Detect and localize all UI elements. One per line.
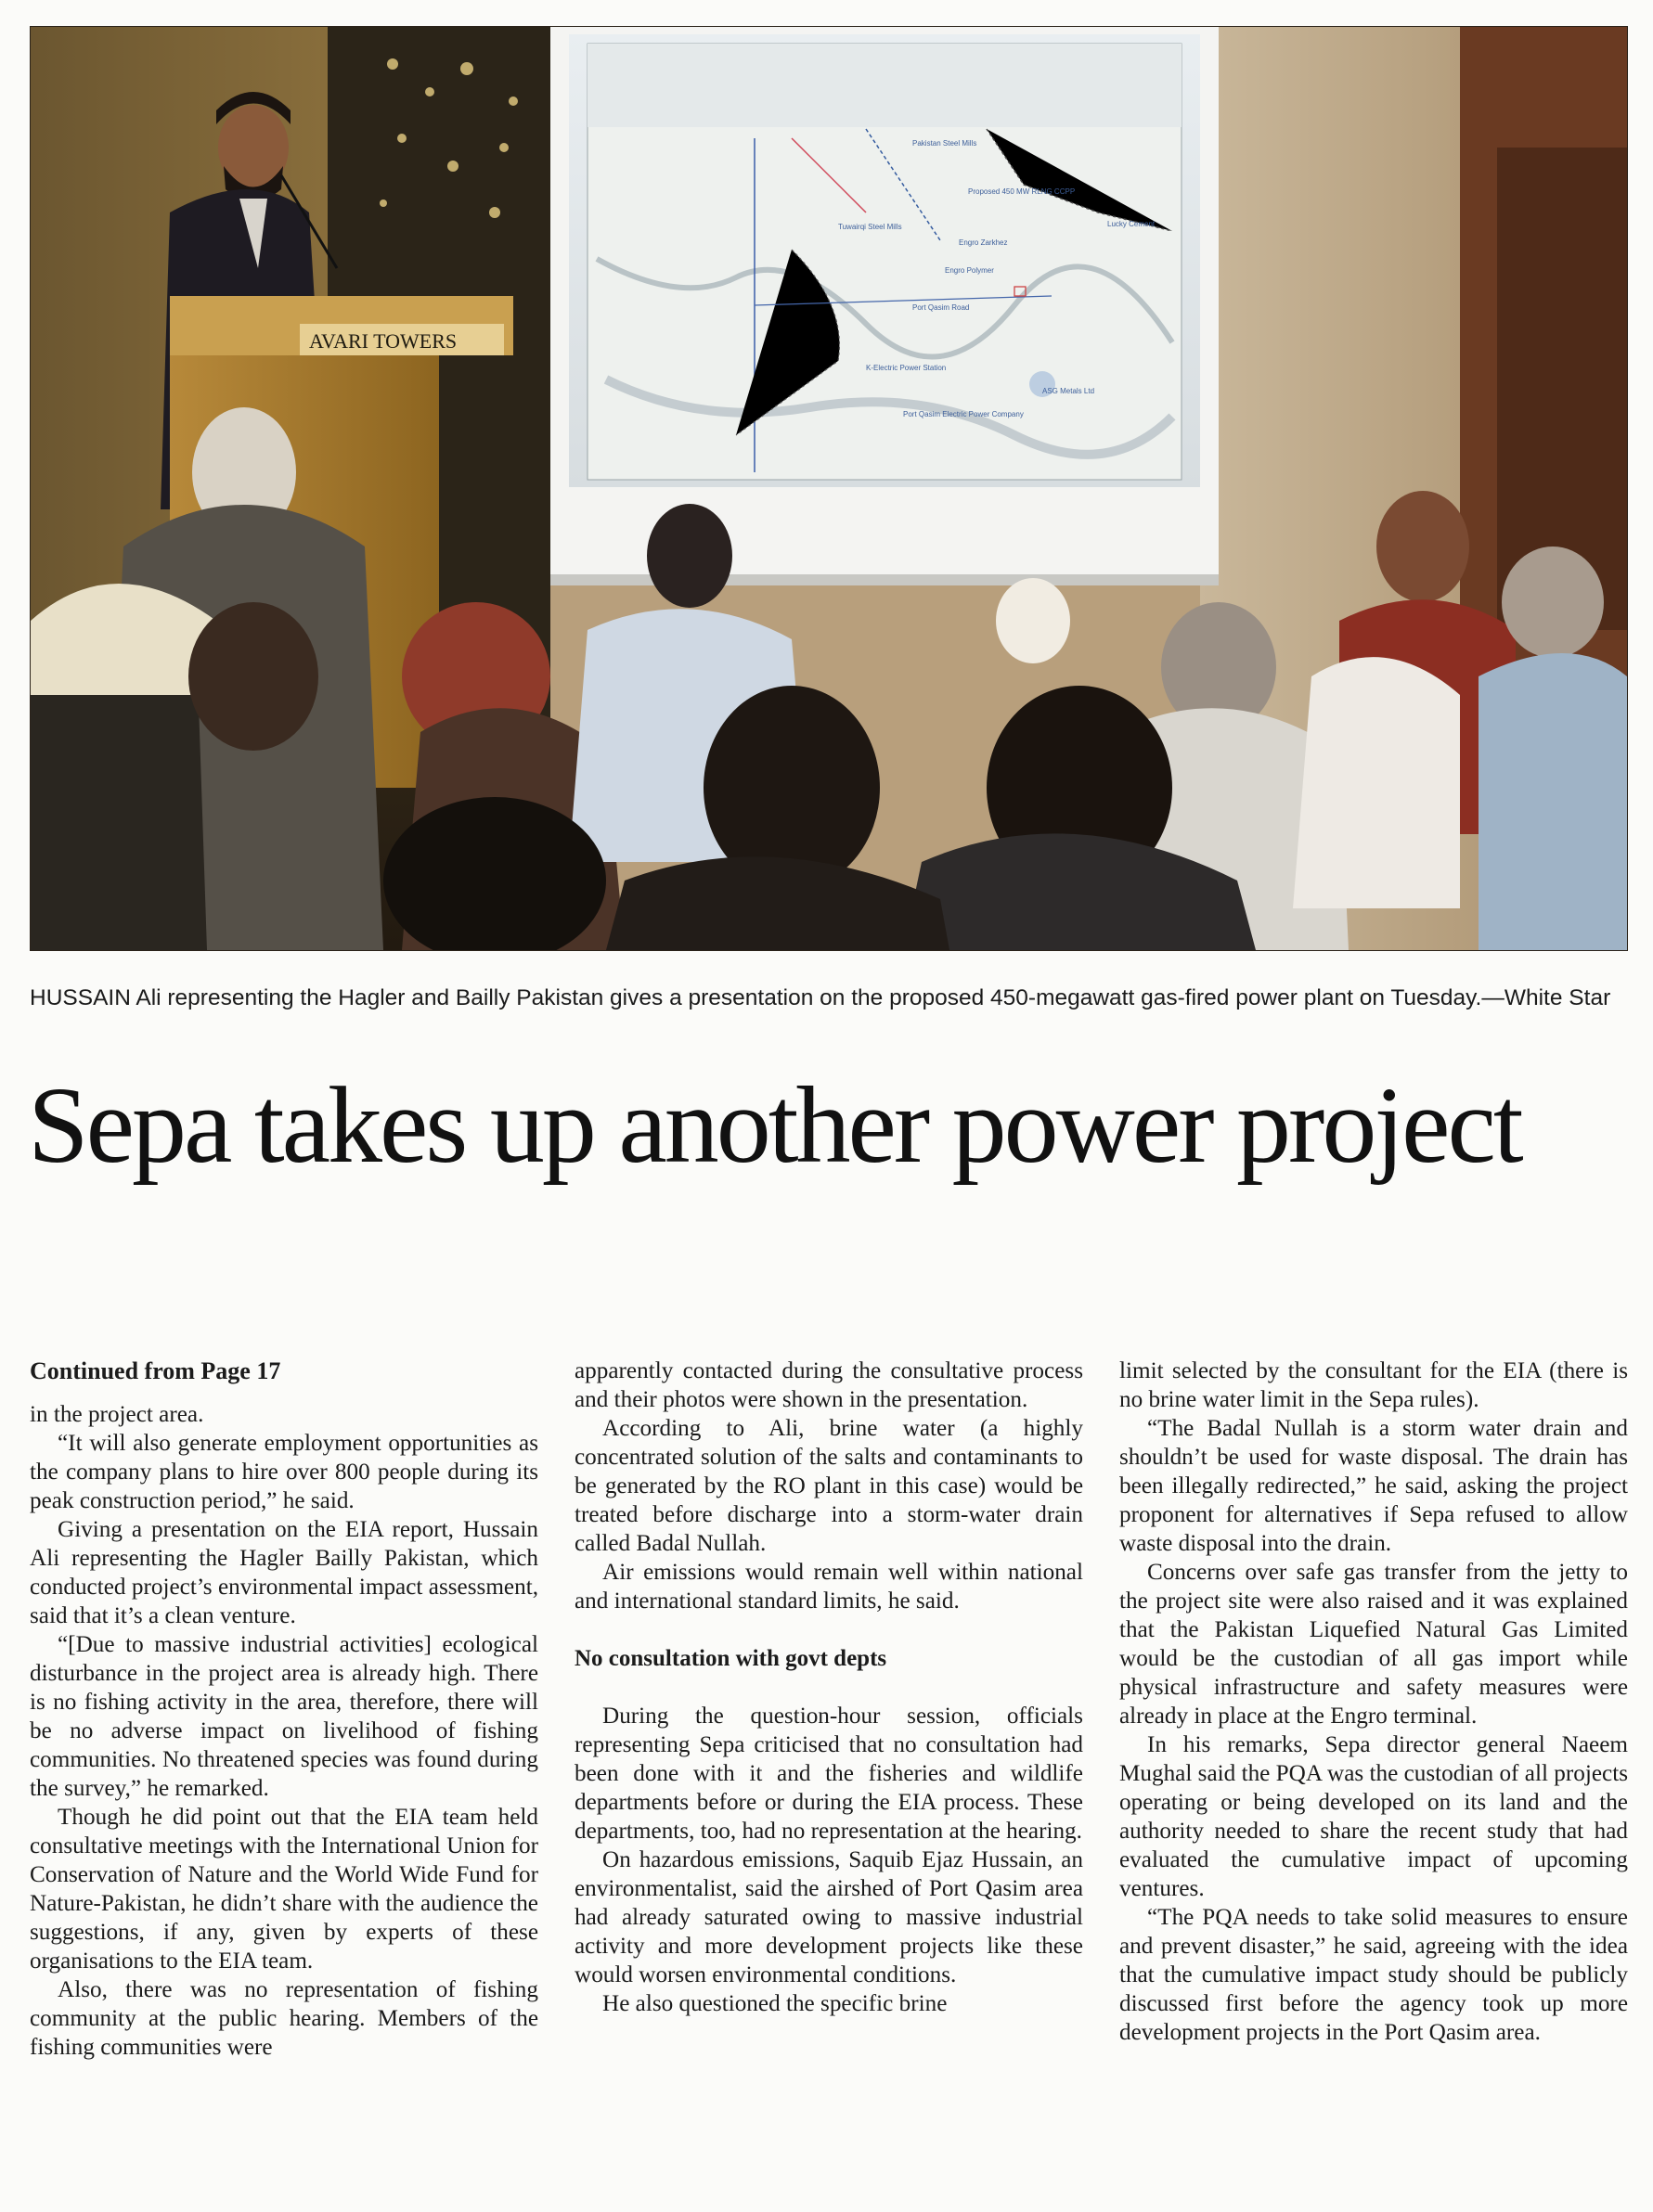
podium-sign: AVARI TOWERS xyxy=(309,329,458,353)
paragraph: “It will also generate employment opportunities as the company plans to hire over 800 people during its peak construction period,” he said. xyxy=(30,1431,538,1513)
paragraph: “[Due to massive industrial activities] ecological disturbance in the project area is already high. There is no fishing activity in the area, therefore, there will be no adverse impact on livelihood of fishing communities. No threatened species was found during the survey,” he remarked. xyxy=(30,1632,538,1801)
paragraph: “The Badal Nullah is a storm water drain and shouldn’t be used for waste disposal. The drain has been illegally redirected,” he said, asking the project proponent for alternatives if Sepa refused to allow waste disposal into the drain. xyxy=(1119,1416,1628,1556)
article-column-3 xyxy=(1119,1357,1628,2047)
map-label: Engro Zarkhez xyxy=(959,238,1008,247)
paragraph: According to Ali, brine water (a highly concentrated solution of the salts and contaminants to be generated by the RO plant in this case) would be treated before discharge into a storm-water drain called Badal Nullah. xyxy=(575,1416,1083,1556)
map-label: Lucky Cement xyxy=(1107,220,1156,228)
paragraph: “The PQA needs to take solid measures to ensure and prevent disaster,” he said, agreeing with the idea that the cumulative impact study should be publicly discussed first before the agency took up more development projects in the Port Qasim area. xyxy=(1119,1905,1628,2045)
map-label: Pakistan Steel Mills xyxy=(912,139,977,148)
paragraph: During the question-hour session, officials representing Sepa criticised that no consultation had been done with it and the fisheries and wildlife departments before or during the EIA process. These departments, too, had no representation at the hearing. xyxy=(575,1704,1083,1844)
news-photo xyxy=(30,26,1628,951)
photo-caption: HUSSAIN Ali representing the Hagler and Bailly Pakistan gives a presentation on the proposed 450-megawatt gas-fired power plant on Tuesday.—White Star xyxy=(30,985,1611,1010)
paragraph: Though he did point out that the EIA team held consultative meetings with the International Union for Conservation of Nature and the World Wide Fund for Nature-Pakistan, he didn’t share with the audience the suggestions, if any, given by experts of these organisations to the EIA team. xyxy=(30,1805,538,1974)
paragraph: Air emissions would remain well within national and international standard limits, he said. xyxy=(575,1560,1083,1614)
paragraph: On hazardous emissions, Saquib Ejaz Hussain, an environmentalist, said the airshed of Port Qasim area had already saturated owing to massive industrial activity and more development projects like these would worsen environmental conditions. xyxy=(575,1847,1083,1987)
map-label: K-Electric Power Station xyxy=(866,364,947,372)
paragraph: Concerns over safe gas transfer from the jetty to the project site were also raised and it was explained that the Pakistan Liquefied Natural Gas Limited would be the custodian of all gas import while physical infrastructure and safety measures were already in place at the Engro terminal. xyxy=(1119,1560,1628,1729)
paragraph: in the project area. xyxy=(30,1402,204,1427)
article-body xyxy=(30,1357,1628,2201)
paragraph: He also questioned the specific brine xyxy=(602,1991,948,2016)
paragraph: In his remarks, Sepa director general Naeem Mughal said the PQA was the custodian of all projects operating or being developed on its land and the authority needed to share the recent study that had evaluated the cumulative impact of upcoming ventures. xyxy=(1119,1732,1628,1901)
subheading: No consultation with govt depts xyxy=(575,1646,887,1671)
photo-illustration xyxy=(31,27,1627,950)
paragraph: apparently contacted during the consultative process and their photos were shown in the presentation. xyxy=(575,1358,1083,1412)
map-label: Port Qasim Road xyxy=(912,303,970,312)
paragraph: limit selected by the consultant for the EIA (there is no brine water limit in the Sepa rules). xyxy=(1119,1358,1628,1412)
map-slide xyxy=(588,44,1182,480)
article-column-1 xyxy=(30,1357,538,2062)
map-label: Engro Polymer xyxy=(945,266,994,275)
headline: Sepa takes up another power project xyxy=(28,1064,1521,1186)
map-label: Tuwairqi Steel Mills xyxy=(838,223,902,231)
map-label: Proposed 450 MW RLNG CCPP xyxy=(968,187,1076,196)
paragraph: Also, there was no representation of fishing community at the public hearing. Members of the fishing communities were xyxy=(30,1977,538,2060)
continued-from-label: Continued from Page 17 xyxy=(30,1357,281,1384)
map-label: Port Qasim Electric Power Company xyxy=(903,410,1024,418)
article-column-2 xyxy=(575,1357,1083,2018)
paragraph: Giving a presentation on the EIA report, Hussain Ali representing the Hagler Bailly Pakistan, which conducted project’s environmental impact assessment, said that it’s a clean venture. xyxy=(30,1517,538,1628)
map-label: ASG Metals Ltd xyxy=(1042,387,1095,395)
